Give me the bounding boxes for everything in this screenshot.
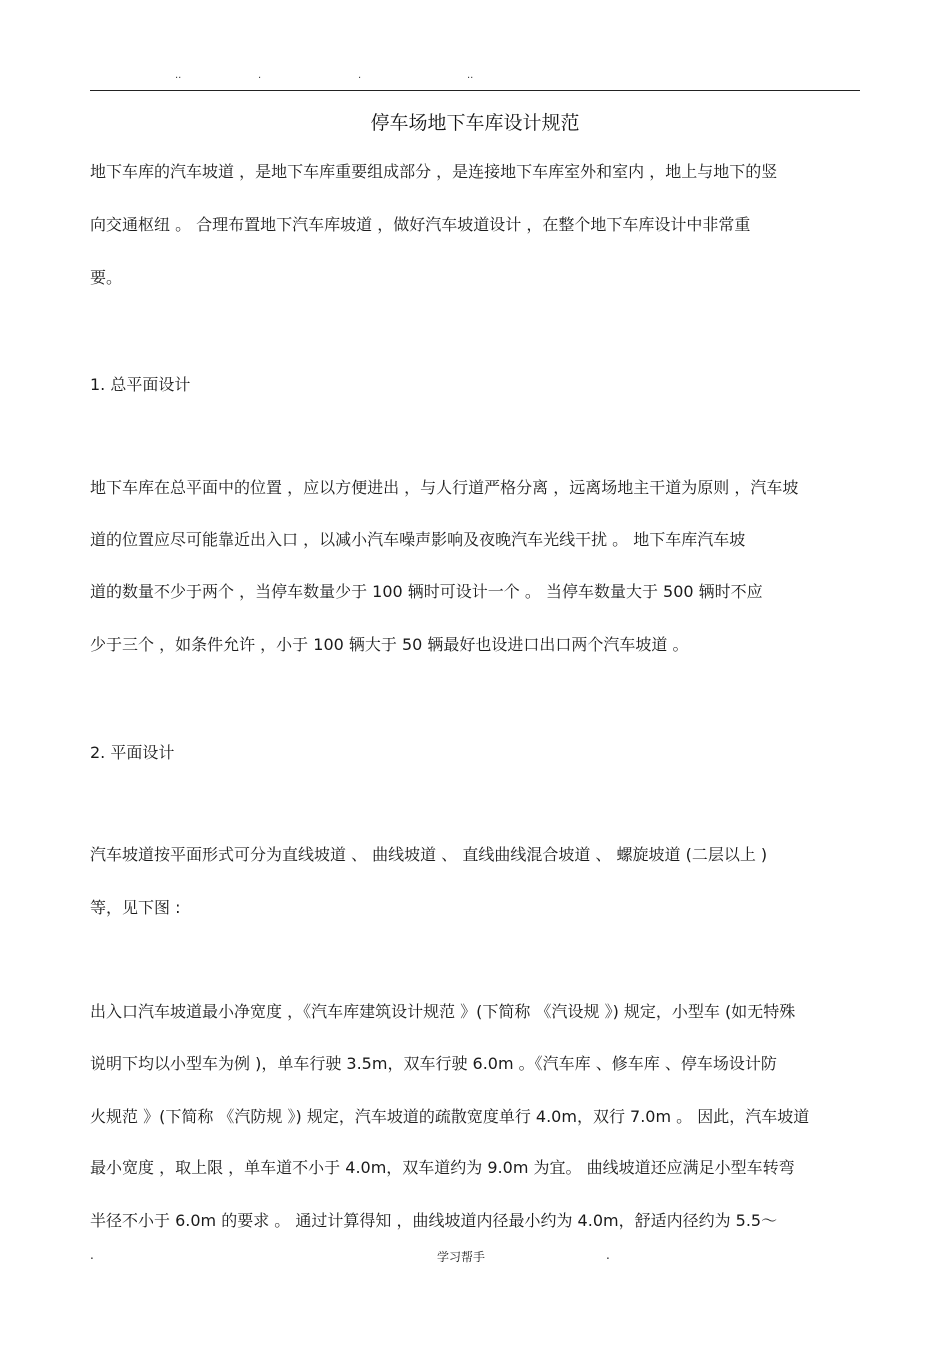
paragraph-line: 半径不小于 6.0m 的要求 。 通过计算得知 ，曲线坡道内径最小约为 4.0m，舒适内径约为 5.5～: [90, 1211, 778, 1230]
paragraph-line: 汽车坡道按平面形式可分为直线坡道 、 曲线坡道 、 直线曲线混合坡道 、 螺旋坡道 (二层以上 ): [90, 845, 768, 864]
paragraph-line: 向交通枢纽 。 合理布置地下汽车库坡道 ，做好汽车坡道设计 ，在整个地下车库设计中非常重: [90, 215, 751, 234]
paragraph-line: 地下车库在总平面中的位置 ，应以方便进出 ，与人行道严格分离 ，远离场地主干道为原则 ，汽车坡: [90, 478, 799, 497]
page-header-marks: [90, 70, 860, 86]
paragraph-line: 少于三个 ，如条件允许 ，小于 100 辆大于 50 辆最好也设进口出口两个汽车坡道 。: [90, 635, 689, 654]
paragraph-line: 道的位置应尽可能靠近出入口 ，以减小汽车噪声影响及夜晚汽车光线干扰 。 地下车库汽车坡: [90, 530, 746, 549]
footer-label: 学习帮手: [437, 1250, 486, 1264]
header-mark: .: [358, 70, 362, 81]
footer-right-mark: .: [606, 1248, 610, 1262]
paragraph-line: 要。: [90, 268, 123, 287]
paragraph-line: 说明下均以小型车为例 )，单车行驶 3.5m，双车行驶 6.0m 。《汽车库 、修车库 、停车场设计防: [90, 1054, 777, 1073]
paragraph-line: 最小宽度 ，取上限 ，单车道不小于 4.0m，双车道约为 9.0m 为宜。 曲线坡道还应满足小型车转弯: [90, 1158, 795, 1177]
page-footer: [90, 1248, 860, 1268]
header-rule: [90, 90, 860, 91]
paragraph-line: 等，见下图 :: [90, 898, 181, 917]
paragraph-line: 火规范 》(下简称 《汽防规 》) 规定，汽车坡道的疏散宽度单行 4.0m，双行 7.0m 。 因此，汽车坡道: [90, 1107, 810, 1126]
header-mark: .: [258, 70, 262, 81]
header-mark: ..: [467, 70, 474, 81]
header-mark: ..: [175, 70, 182, 81]
paragraph-line: 地下车库的汽车坡道 ，是地下车库重要组成部分 ，是连接地下车库室外和室内 ，地上与地下的竖: [90, 162, 778, 181]
footer-left-mark: .: [90, 1248, 94, 1262]
paragraph-line: 出入口汽车坡道最小净宽度 ，《汽车库建筑设计规范 》(下简称 《汽设规 》) 规定，小型车 (如无特殊: [90, 1002, 796, 1021]
document-title: 停车场地下车库设计规范: [370, 112, 580, 134]
section-heading-2: 2. 平面设计: [90, 743, 175, 762]
section-heading-1: 1. 总平面设计: [90, 375, 191, 394]
paragraph-line: 道的数量不少于两个 ，当停车数量少于 100 辆时可设计一个 。 当停车数量大于 500 辆时不应: [90, 582, 763, 601]
